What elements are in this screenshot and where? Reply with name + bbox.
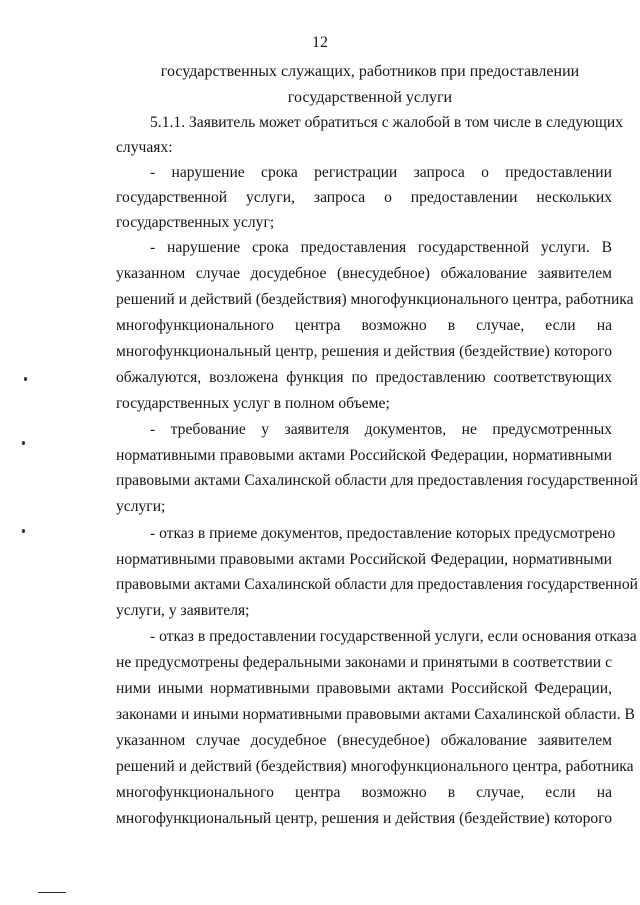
text-line: не предусмотрены федеральными законами и принятыми в соответствии с [116,654,612,671]
text-line: ними иными нормативными правовыми актами Российской Федерации, [116,680,612,697]
section-heading-line-1: государственных служащих, работников при предоставлении [160,63,580,80]
text-line: решений и действий (бездействия) многофункционального центра, работника [116,291,634,308]
text-line: нормативными правовыми актами Российской Федерации, нормативными [116,447,612,464]
text-line: услуги; [116,498,166,515]
text-line: государственной услуги, запроса о предоставлении нескольких [116,189,612,206]
text-line: - отказ в предоставлении государственной услуги, если основания отказа [150,628,637,645]
text-line: решений и действий (бездействия) многофункционального центра, работника [116,758,634,775]
text-line: многофункциональный центр, решения и действия (бездействие) которого [116,810,612,827]
text-line: - требование у заявителя документов, не предусмотренных [150,421,612,438]
scan-mark [22,529,25,533]
text-line: правовыми актами Сахалинской области для предоставления государственной [116,472,638,489]
text-line: 5.1.1. Заявитель может обратиться с жалобой в том числе в следующих [150,114,623,131]
text-line: государственных услуг в полном объеме; [116,395,390,412]
footer-rule [38,892,66,893]
text-line: - нарушение срока предоставления государственной услуги. В [150,239,612,256]
text-line: указанном случае досудебное (внесудебное) обжалование заявителем [116,265,612,282]
text-line: многофункционального центра возможно в случае, если на [116,784,612,801]
text-line: - нарушение срока регистрации запроса о предоставлении [150,164,612,181]
scan-mark [22,441,25,445]
text-line: нормативными правовыми актами Российской Федерации, нормативными [116,551,612,568]
text-line: государственных услуг; [116,214,275,231]
text-line: - отказ в приеме документов, предоставление которых предусмотрено [150,525,616,542]
text-line: указанном случае досудебное (внесудебное) обжалование заявителем [116,732,612,749]
text-line: многофункциональный центр, решения и действия (бездействие) которого [116,343,612,360]
page-number: 12 [312,34,328,51]
text-line: законами и иными нормативными правовыми актами Сахалинской области. В [116,706,635,723]
scan-mark [24,377,27,381]
text-line: случаях: [116,139,173,156]
section-heading-line-2: государственной услуги [287,89,453,106]
text-line: обжалуются, возложена функция по предоставлению соответствующих [116,369,612,386]
text-line: услуги, у заявителя; [116,602,250,619]
text-line: многофункционального центра возможно в случае, если на [116,317,612,334]
text-line: правовыми актами Сахалинской области для предоставления государственной [116,576,638,593]
